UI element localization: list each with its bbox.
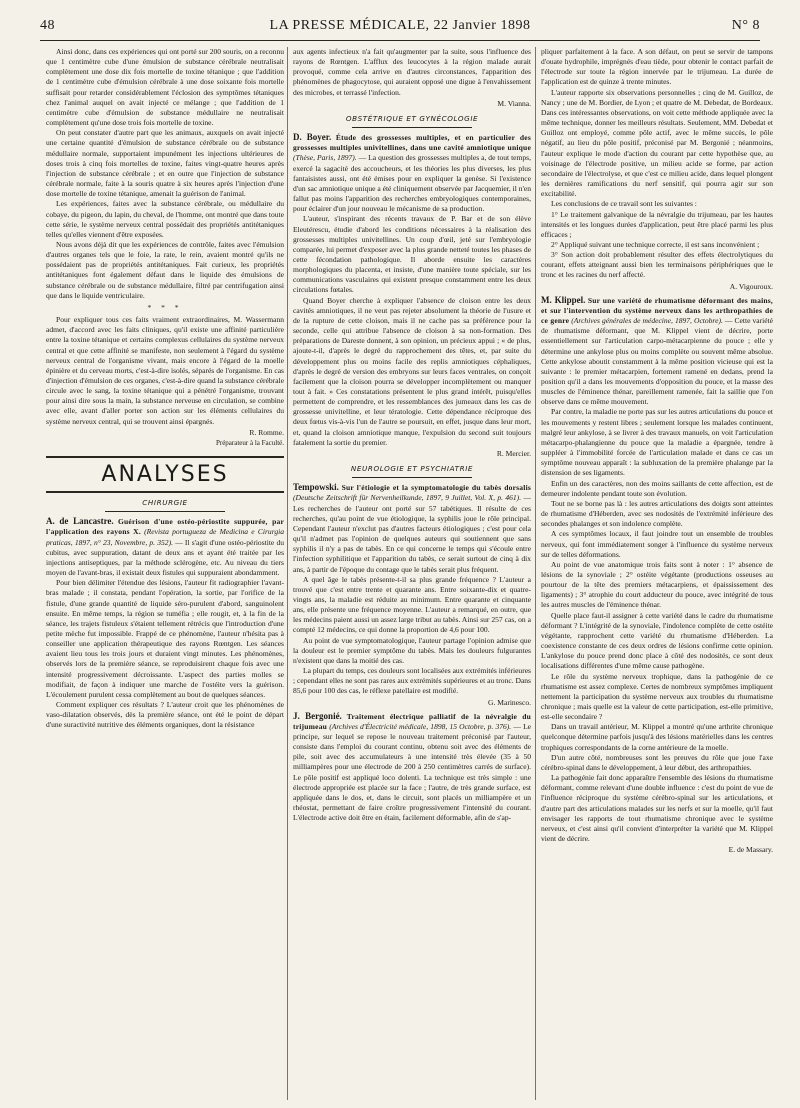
entry-author: J. Bergonié. (293, 710, 342, 721)
analysis-entry (293, 711, 531, 824)
paragraph: Au point de vue anatomique trois faits sont à noter : 1° absence de lésions de la synoviale ; 2° ostéite végétante (productions osseuses au pourtour de la tête des premiers métacarpiens, et épaississement des ligaments) ; 3° atrophie du court adducteur du pouce, avec intégrité de tous les autres muscles de l'éminence thénar. (541, 559, 773, 610)
entry-work-title: Guérison d'une ostéo-périostite suppurée, par l'application des rayons X. (46, 517, 284, 537)
paragraph: Dans un travail antérieur, M. Klippel a montré qu'une arthrite chronique quelconque détermine parfois jusqu'à des lésions matérielles dans les centres trophiques correspondants de la corne antérieure de la moelle. (541, 722, 773, 752)
signature: R. Mercier. (496, 448, 531, 458)
analysis-entry (293, 482, 531, 574)
entry-author: Tempowski. (293, 482, 339, 493)
entry-work-title: Sur l'étiologie et la symptomatologie du tabès dorsalis (341, 483, 531, 493)
entry-author: D. Boyer. (293, 132, 332, 143)
section-stars: * * * (147, 302, 183, 312)
entry-work-title: Traitement électrique palliatif de la névralgie du trijumeau (293, 711, 531, 731)
rubric-rule (352, 127, 472, 128)
entry-text: — Les recherches de l'auteur ont porté sur 57 tabétiques. Il résulte de ces recherches, qu'au point de vue étiologique, la syphilis joue le rôle principal. Cependant l'auteur n'exclut pas d'autres facteurs étiologiques ; c'est pour cela qu'il n'admet pas l'opinion de quelques auteurs qui soutiennent que sans syphilis il n'y a pas de tabès. En ce qui concerne le temps qui s'écoule entre l'infection syphilitique et l'apparition du tabès, ce serait surtout de cinq à dix ans, à partir de l'époque du contage que le tabès serait plus fréquent. (293, 493, 531, 574)
paragraph: 1° Le traitement galvanique de la névralgie du trijumeau, par les hautes intensités et les longues durées d'application, peut être placé parmi les plus efficaces ; (541, 209, 773, 239)
issue-number: N° 8 (731, 18, 760, 33)
journal-title: LA PRESSE MÉDICALE, 22 Janvier 1898 (269, 18, 531, 33)
paragraph: L'auteur rapporte six observations personnelles ; cinq de M. Guilloz, de Nancy ; une de M. Bordier, de Lyon ; et quatre de M. Debedat, de Bordeaux. Dans ces intéressantes observations, on voit cette méthode appliquée avec la même technique, donner les meilleurs résultats. Seulement, MM. Debedat et Guilloz ont employé, comme pôle actif, avec le même succès, le pôle négatif, au lieu du pôle positif, préconisé par M. Bergonié ; néanmoins, l'auteur explique le mode d'action du courant par cette hypothèse que, au voisinage de l'électrode positive, un milieu acide se forme, par action secondaire de l'électrolyse, et que c'est ce milieu acide, dans lequel plongent les dernières ramifications du nerf sensitif, qui pourra agir sur son excitabilité. (541, 87, 773, 199)
entry-source: (Archives d'Électricité médicale, 1898, 15 Octobre, p. 376). (329, 721, 512, 731)
entry-text: — Cette variété de rhumatisme déformant, que M. Klippel vient de décrire, porte essentiellement sur l'articulation carpo-métacarpienne du pouce ; elle y détermine une ankylose plus ou moins complète ou souvent même absolue. Cette ankylose aboutit constamment à la même position vicieuse qui est la suivante : le premier métacarpien, fortement ramené en dedans, prend la position qu'il a dans les mouvements d'opposition du pouce, et la masse des muscles de l'éminence thénar, pareillement ramenée, fait la saillie que l'on observe dans ce même mouvement. (541, 316, 773, 407)
analysis-entry (293, 132, 531, 214)
signature: R. Romme. (249, 427, 284, 437)
entry-text: — Le principe, sur lequel se repose le nouveau traitement préconisé par l'auteur, consiste dans l'emploi du courant continu, obtenu soit avec des éléments de pile, soit avec des accumulateurs à une intensité très élevée (35 à 50 milliampères pour une électrode de 200 à 250 centimètres carrés de surface). Le pôle positif est appliqué loco dolenti. La technique est très simple : une électrode appropriée est placée sur la face ; l'autre, de très grande surface, est appliquée dans le dos, et, dans le circuit, sont placés un milliampère et un rhéostat, permettant de faire croître progressivement l'intensité du courant. L'électrode active doit être en étain, facilement déformable, afin de s'ap- (293, 721, 531, 823)
column-1 (46, 47, 284, 1100)
analysis-entry (541, 295, 773, 408)
entry-work-title: Sur une variété de rhumatisme déformant des mains, et sur l'intervention du système nerveux dans les arthropathies de ce genre (541, 295, 773, 326)
column-3 (541, 47, 773, 1100)
rubric-label: CHIRURGIE (142, 498, 188, 508)
rubric-label: NEUROLOGIE ET PSYCHIATRIE (350, 464, 474, 474)
rubric-heading (46, 498, 284, 512)
analysis-entry (46, 516, 284, 578)
paragraph: La plupart du temps, ces douleurs sont localisées aux extrémités inférieures ; cependant elles ne sont pas rares aux extrémités supérieures et au tronc. Dans 85,6 pour 100 des cas, le réflexe patellaire est modifié. (293, 666, 531, 696)
paragraph: Ainsi donc, dans ces expériences qui ont porté sur 200 souris, on a reconnu que 1 centimètre cube d'une émulsion de substance cérébrale neutralisait complètement une dose dix fois mortelle de toxine tétanique ; que l'addition de 1 centimètre cube d'émulsion cérébrale à une dose soixante fois mortelle suffisait pour retarder considérablement l'éclosion des symptômes tétaniques chez l'animal auquel on avait injecté ce mélange ; que l'addition de 1 centimètre cube d'émulsion de substance médullaire ne neutralisait complètement qu'une dose trois fois mortelle de toxine. (46, 47, 284, 128)
paragraph: Les expériences, faites avec la substance cérébrale, ou médullaire du cobaye, du pigeon, du lapin, du cheval, de l'homme, ont montré que dans toute cette série, le système nerveux central possédait des propriétés antitétaniques telles qu'elles viennent d'être exposées. (46, 199, 284, 239)
paragraph: 2° Appliqué suivant une technique correcte, il est sans inconvénient ; (551, 239, 760, 249)
paragraph: Par contre, la maladie ne porte pas sur les autres articulations du pouce et les mouvements y restent libres ; seulement lorsque les malades continuent, malgré leur ankylose, à se livrer à des travaux manuels, on voit l'articulation métacarpo-phalangienne du pouce que la maladie a épargnée, tendre à suppléer à l'immobilité forcée de l'articulation malade et dans ce cas un symptôme nouveau apparaît : la subluxation de la première phalange par la distension de ses ligaments. (541, 407, 773, 478)
paragraph: On peut constater d'autre part que les animaux, auxquels on avait injecté une certaine quantité d'émulsion de substance cérébrale ou de substance médullaire normale, supportaient impunément les injections ultérieures de doses trois à cinq fois mortelles de toxine, faites vingt-quatre heures après l'injection de substance cérébrale ; et en outre que l'injection de substance cérébrale normale, faite à la souris quatre à six heures après l'injection d'une dose mortelle de toxine tétanique, amenait la guérison de l'animal. (46, 128, 284, 199)
paragraph: D'un autre côté, nombreuses sont les preuves du rôle que joue l'axe cérébro-spinal dans le développement, à leur début, des arthropathies. (541, 752, 773, 772)
paragraph: Tout ne se borne pas là : les autres articulations des doigts sont atteintes de rhumatisme d'Héberden, avec ses nodosités de l'extrémité inférieure des secondes phalanges et son indolence complète. (541, 498, 773, 529)
rubric-label: OBSTÉTRIQUE ET GYNÉCOLOGIE (345, 113, 479, 123)
paragraph: aux agents infectieux n'a fait qu'augmenter par la suite, sous l'influence des rayons de Rœntgen. L'afflux des leucocytes à la région malade aurait provoqué, comme cela arrive en d'autres circonstances, l'apparition des phénomènes de phagocytose, qui auraient opposé une digue à l'envahissement des microbes, et terrassé l'infection. (293, 47, 531, 97)
signature: E. de Massary. (728, 845, 773, 855)
paragraph: Comment expliquer ces résultats ? L'auteur croit que les phénomènes de vaso-dilatation observés, dès la première séance, ont été le point de départ d'une suractivité nutritive des éléments organiques, dont la résistance (46, 700, 284, 730)
rubric-rule (352, 477, 472, 478)
column-divider (535, 47, 536, 1100)
paragraph: L'auteur, s'inspirant des récents travaux de P. Bar et de son élève Eleutérescu, étudie d'abord les conditions nécessaires à la réalisation des grossesses multiples univitellines. Un coup d'œil, jeté sur l'embryologie comparée, lui permet d'exposer avec la plus grande netteté toutes les phases de cette fécondation pathologique. Il aborde ensuite les caractères morphologiques du placenta, et insiste, d'une manière toute spéciale, sur les communications vasculaires qui existent presque constamment entre les deux circulations fœtales. (293, 214, 531, 295)
paragraph: La pathogénie fait donc apparaître l'ensemble des lésions du rhumatisme déformant, comme relevant d'une double influence : c'est du point de vue de l'influence réciproque du système cérébro-spinal sur les articulations, et d'autre part des articulations malades sur les nerfs et sur la moelle, qu'il faut envisager les rapports de tout rhumatisme chronique avec le système nerveux, et c'est ainsi qu'il convient d'interpréter la variété que M. Klippel vient de décrire. (541, 773, 773, 844)
paragraph: Nous avons déjà dit que les expériences de contrôle, faites avec l'émulsion d'autres organes tels que le foie, la rate, le rein, avaient montré qu'ils ne possédaient pas de propriétés antitétaniques. Fait curieux, les propriétés antitétaniques font également défaut dans le liquide des émulsions de substance cérébrale ou de substance médullaire, filtré par centrifugation ainsi que dans le liquide ventriculaire. (46, 239, 284, 300)
paragraph: A quel âge le tabès présente-t-il sa plus grande fréquence ? L'auteur a trouvé que c'est entre trente et quarante ans. Entre soixante-dix et quatre-vingts ans, la maladie est réduite au minimum. Entre quarante et cinquante ans, elle présente une fréquence moyenne. L'auteur a remarqué, en outre, que les médecins paient aussi un assez large tribut au tabès. Ainsi sur 257 cas, on a compté 12 médecins, ce qui donne la proportion de 4,6 pour 100. (293, 574, 531, 635)
entry-text: — Il s'agit d'une ostéo-périostite du cubitus, avec suppuration, datant de deux ans et ayant été traitée par les injections antiseptiques, par la méthode sclérogène, etc. Au niveau du tiers moyen de l'avant-bras, il existait deux fistules qui suppuraient abondamment. (46, 537, 284, 578)
entry-source: (Archives générales de médecine, 1897, Octobre). (571, 316, 723, 326)
rubric-rule (105, 511, 225, 512)
paragraph: pliquer parfaitement à la face. A son défaut, on peut se servir de tampons d'ouate hydrophile, imprégnés d'eau tiède, pour obtenir le contact parfait de l'électrode sur toute la région innervée par le trijumeau. La durée de l'application est de quinze à trente minutes. (541, 47, 773, 87)
column-divider (287, 47, 288, 1100)
paragraph: Pour bien délimiter l'étendue des lésions, l'auteur fit radiographier l'avant-bras malade ; il constata, pendant l'opération, la sortie, par l'orifice de la fistule, d'une grande quantité de liquide séro-purulent d'abord, sanguinolent ensuite. En même temps, la région se tuméfia ; elle rougit, et, à la fin de la séance, les trajets fistuleux s'étaient tellement rétrécis que l'introduction d'une petite mèche fut impossible. Frappé de ce phénomène, l'auteur n'hésita pas à conseiller une application thérapeutique des rayons Rœntgen. Les séances avaient lieu tous les trois jours et duraient vingt minutes. Les phénomènes, observés lors de la première séance, se reproduisirent chaque fois avec une intensité progressivement décroissante. L'aspect des parties molles se modifiait, de façon à indiquer une marche de l'ostéite vers la guérison. L'écoulement purulent cessa complètement au bout de quelques séances. (46, 578, 284, 699)
entry-author: M. Klippel. (541, 294, 586, 305)
paragraph: Quand Boyer cherche à expliquer l'absence de cloison entre les deux cavités amniotiques, il ne veut pas rejeter absolument la théorie de l'usure et de la rupture de cette cloison, mais il ne cache pas sa préférence pour la seconde, celle qui attribue l'absence de cloison à sa non-formation. Des préparations de Dareste donnent, à son opinion, un précieux appui ; « de plus, ajoute-t-il, d'après le degré du rapprochement des têtes, et, par suite du développement plus ou moins facile des replis amniotiques céphaliques, d'après le degré de version des embryons sur leurs faces ventrales, on conçoit facilement que la cloison pourra se développer incomplètement ou manquer tout à fait. » Ces constatations présentent le plus grand intérêt, puisqu'elles permettent de comprendre, et les ressemblances des jumeaux dans les cas de grossesse univitelline, et leur tératologie. Cette dépendance réciproque des deux fœtus vis-à-vis l'un de l'autre se poursuit, en effet, jusque dans leur mort, et, quand la cloison amniotique manque, l'expulsion du second suit toujours fatalement la sortie du premier. (293, 295, 531, 447)
header-rule (40, 40, 760, 41)
paragraph: Pour expliquer tous ces faits vraiment extraordinaires, M. Wassermann admet, d'accord avec les faits cliniques, qu'il existe une affinité particulière entre la toxine tétanique et certains complexus cellulaires du système nerveux central et que cette affinité se manifeste, non seulement à l'égard du système nerveux central de l'organisme vivant, mais encore à l'égard de la moelle épinière et du cerveau morts, c'est-à-dire isolés, séparés de l'organisme. En cas d'injection d'émulsion de ces organes, c'est-à-dire quand la substance cérébrale circule avec le sang, la toxine tétanique qui a pénétré l'organisme, trouvant pour ainsi dire sous la main, la substance nerveuse en circulation, se combine avec elle, avant d'aller porter son action sur les éléments cellulaires du système nerveux central, qui se trouvent ainsi épargnés. (46, 315, 284, 426)
entry-author: A. de Lancastre. (46, 516, 114, 527)
column-2 (293, 47, 531, 1100)
signature: M. Vianna. (497, 98, 531, 108)
paragraph: Enfin un des caractères, non des moins saillants de cette affection, est de demeurer indolente pendant toute son évolution. (541, 478, 773, 498)
entry-source: (Deutsche Zeitschrift für Nervenheilkunde, 1897, 9 Juillet, Vol. X, p. 461). (293, 493, 522, 503)
paragraph: Quelle place faut-il assigner à cette variété dans le cadre du rhumatisme déformant ? L'intégrité de la synoviale, l'indolence complète de cette ostéite végétante, rapprochent cette variété du rhumatisme d'Héberden. La coexistence constante de ces deux ordres de lésions confirme cette opinion. L'ankylose du pouce prend donc place à côté des nodosités, ce sont deux localisations différentes d'une même cause pathogène. (541, 610, 773, 671)
rubric-heading (293, 114, 531, 128)
section-title: ANALYSES (46, 456, 284, 493)
paragraph: Au point de vue symptomatologique, l'auteur partage l'opinion admise que la douleur est le premier symptôme du tabès. Mais les douleurs fulgurantes n'existent que dans la moitié des cas. (293, 635, 531, 665)
entry-text: — La question des grossesses multiples a, de tout temps, exercé la sagacité des accoucheurs, et les théories les plus diverses, les plus fantaisistes aussi, ont été émises pour en expliquer la genèse. Si l'existence d'un sac amniotique unique a été cliniquement observée par Jacquemier, il n'en fallut pas moins l'apparition des recherches embryologiques contemporaines, pour éclairer d'un jour nouveau le mécanisme de sa production. (293, 153, 531, 214)
paragraph: Le rôle du système nerveux trophique, dans la pathogénie de ce rhumatisme est assez complexe. Certes de nombreux symptômes impliquent nettement la participation du système nerveux aux troubles du rhumatisme chronique ; mais quelle est la valeur de cette participation, est-elle primitive, est-elle secondaire ? (541, 671, 773, 722)
paragraph: 3° Son action doit probablement résulter des effets électrolytiques du courant, effets atteignant aussi bien les terminaisons périphériques que le tronc et les racines du nerf affecté. (541, 250, 773, 280)
page-number: 48 (40, 18, 55, 33)
entry-source: (Thèse, Paris, 1897). (293, 153, 357, 163)
entry-work-title: Étude des grossesses multiples, et en particulier des grossesses multiples univitellines, dans une cavité amniotique unique (293, 133, 531, 153)
entry-source: (Revista portugueza de Medicina e Cirurgia praticas, 1897, n° 23, Novembre, p. 352). (46, 527, 284, 547)
signature: G. Marinesco. (488, 697, 531, 707)
signature-role: Préparateur à la Faculté. (215, 438, 284, 447)
paragraph: A ces symptômes locaux, il faut joindre tout un ensemble de troubles nerveux, qui font immédiatement songer à l'influence du système nerveux sur de telles déformations. (541, 529, 773, 559)
rubric-heading (293, 464, 531, 478)
running-head (40, 18, 760, 40)
signature: A. Vigouroux. (729, 281, 773, 291)
paragraph: Les conclusions de ce travail sont les suivantes : (551, 199, 697, 209)
